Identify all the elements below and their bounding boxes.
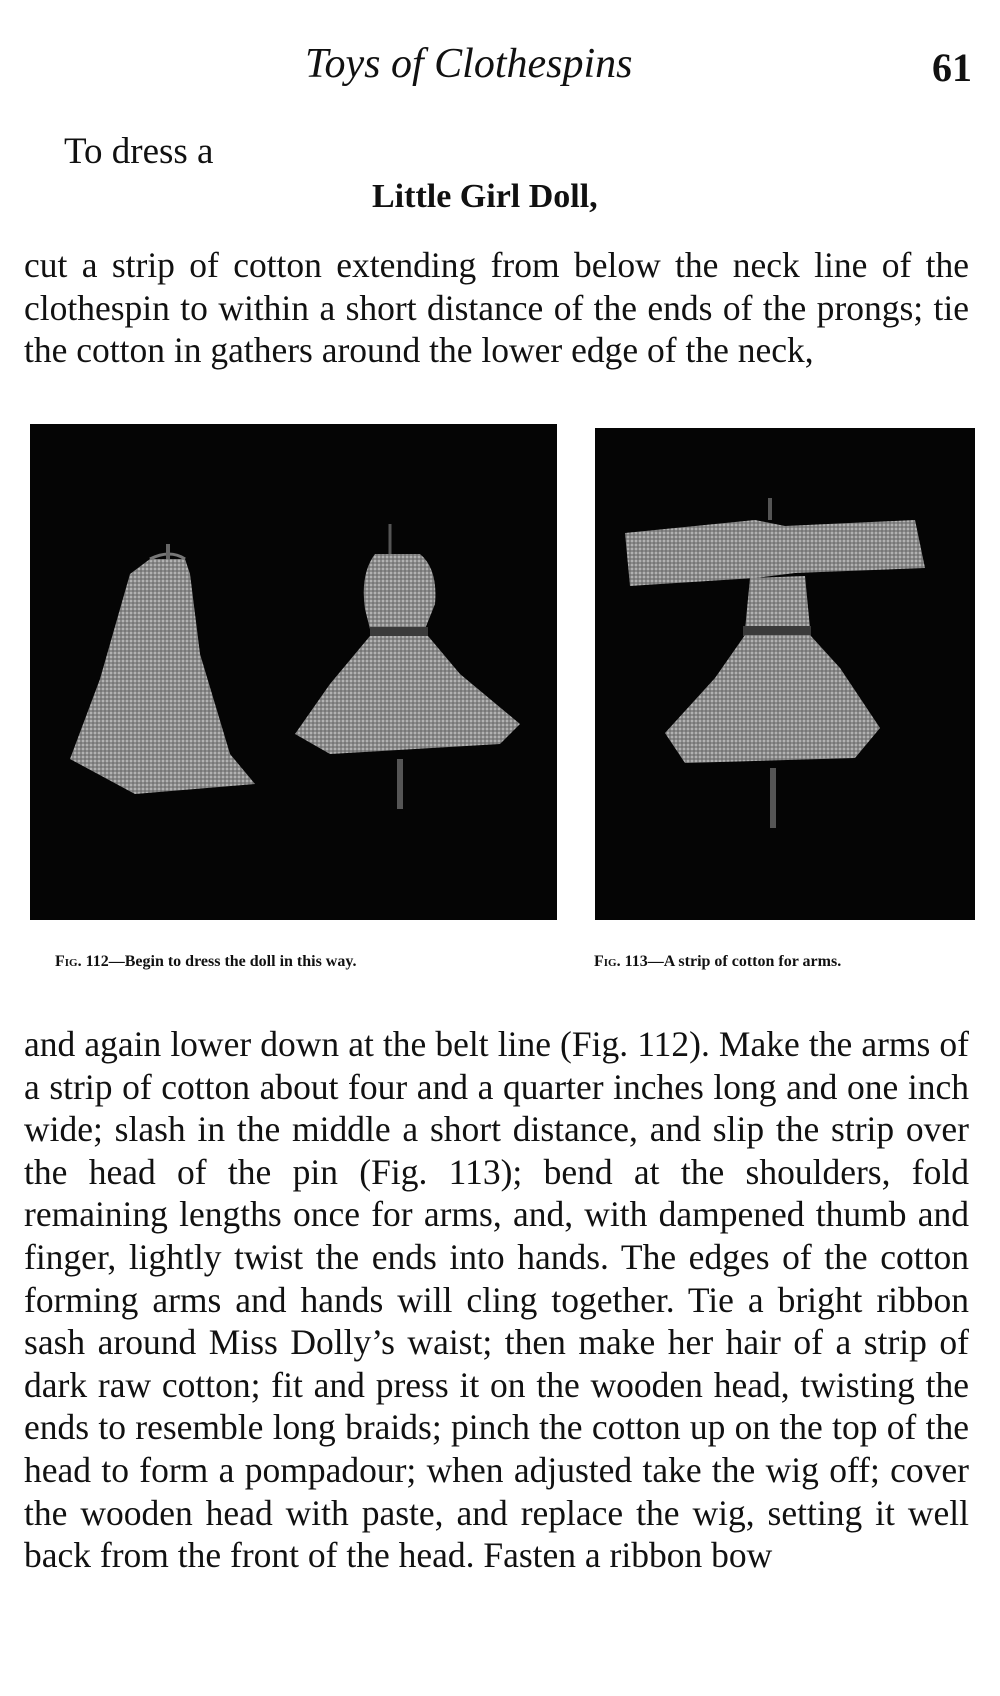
doll-left (70, 544, 255, 794)
figure-112-illustration (30, 424, 557, 920)
paragraph-1: cut a strip of cotton extending from below the neck line of the clothespin to within a short distance of the ends of the prongs; tie the cotton in gathers around the lower edge of the neck, (24, 245, 969, 371)
running-head (0, 40, 1000, 100)
figure-112-photo (30, 424, 557, 920)
figure-112-label: Fig. 112 (55, 953, 109, 970)
doll-with-arms (625, 498, 925, 828)
figure-113-photo (595, 428, 975, 920)
figure-112-caption (55, 953, 356, 971)
figure-113-caption-text: —A strip of cotton for arms. (647, 953, 842, 970)
figure-112-caption-text: —Begin to dress the doll in this way. (108, 953, 357, 970)
doll-right (295, 524, 520, 809)
paragraph-2: and again lower down at the belt line (Fig. 112). Make the arms of a strip of cotton about four and a quarter inches long and one inch wide; slash in the middle a short distance, and slip the strip over the head of the pin (Fig. 113); bend at the shoulders, fold remaining lengths once for arms, and, with dampened thumb and finger, lightly twist the ends into hands. The edges of the cotton forming arms and hands will cling together. Tie a bright ribbon sash around Miss Dolly’s waist; then make her hair of a strip of dark raw cotton; fit and press it on the wooden head, twisting the ends to resemble long braids; pinch the cotton up on the top of the head to form a pompadour; when adjusted take the wig off; cover the wooden head with paste, and replace the wig, setting it well back from the front of the head. Fasten a ribbon bow (24, 1024, 969, 1576)
figure-113-label: Fig. 113 (594, 953, 648, 970)
figure-113-illustration (595, 428, 975, 920)
section-heading: Little Girl Doll, (372, 178, 598, 215)
page-number: 61 (932, 45, 972, 90)
intro-text: To dress a (64, 131, 214, 172)
running-title: Toys of Clothespins (305, 41, 633, 87)
figure-113-caption (594, 953, 841, 971)
